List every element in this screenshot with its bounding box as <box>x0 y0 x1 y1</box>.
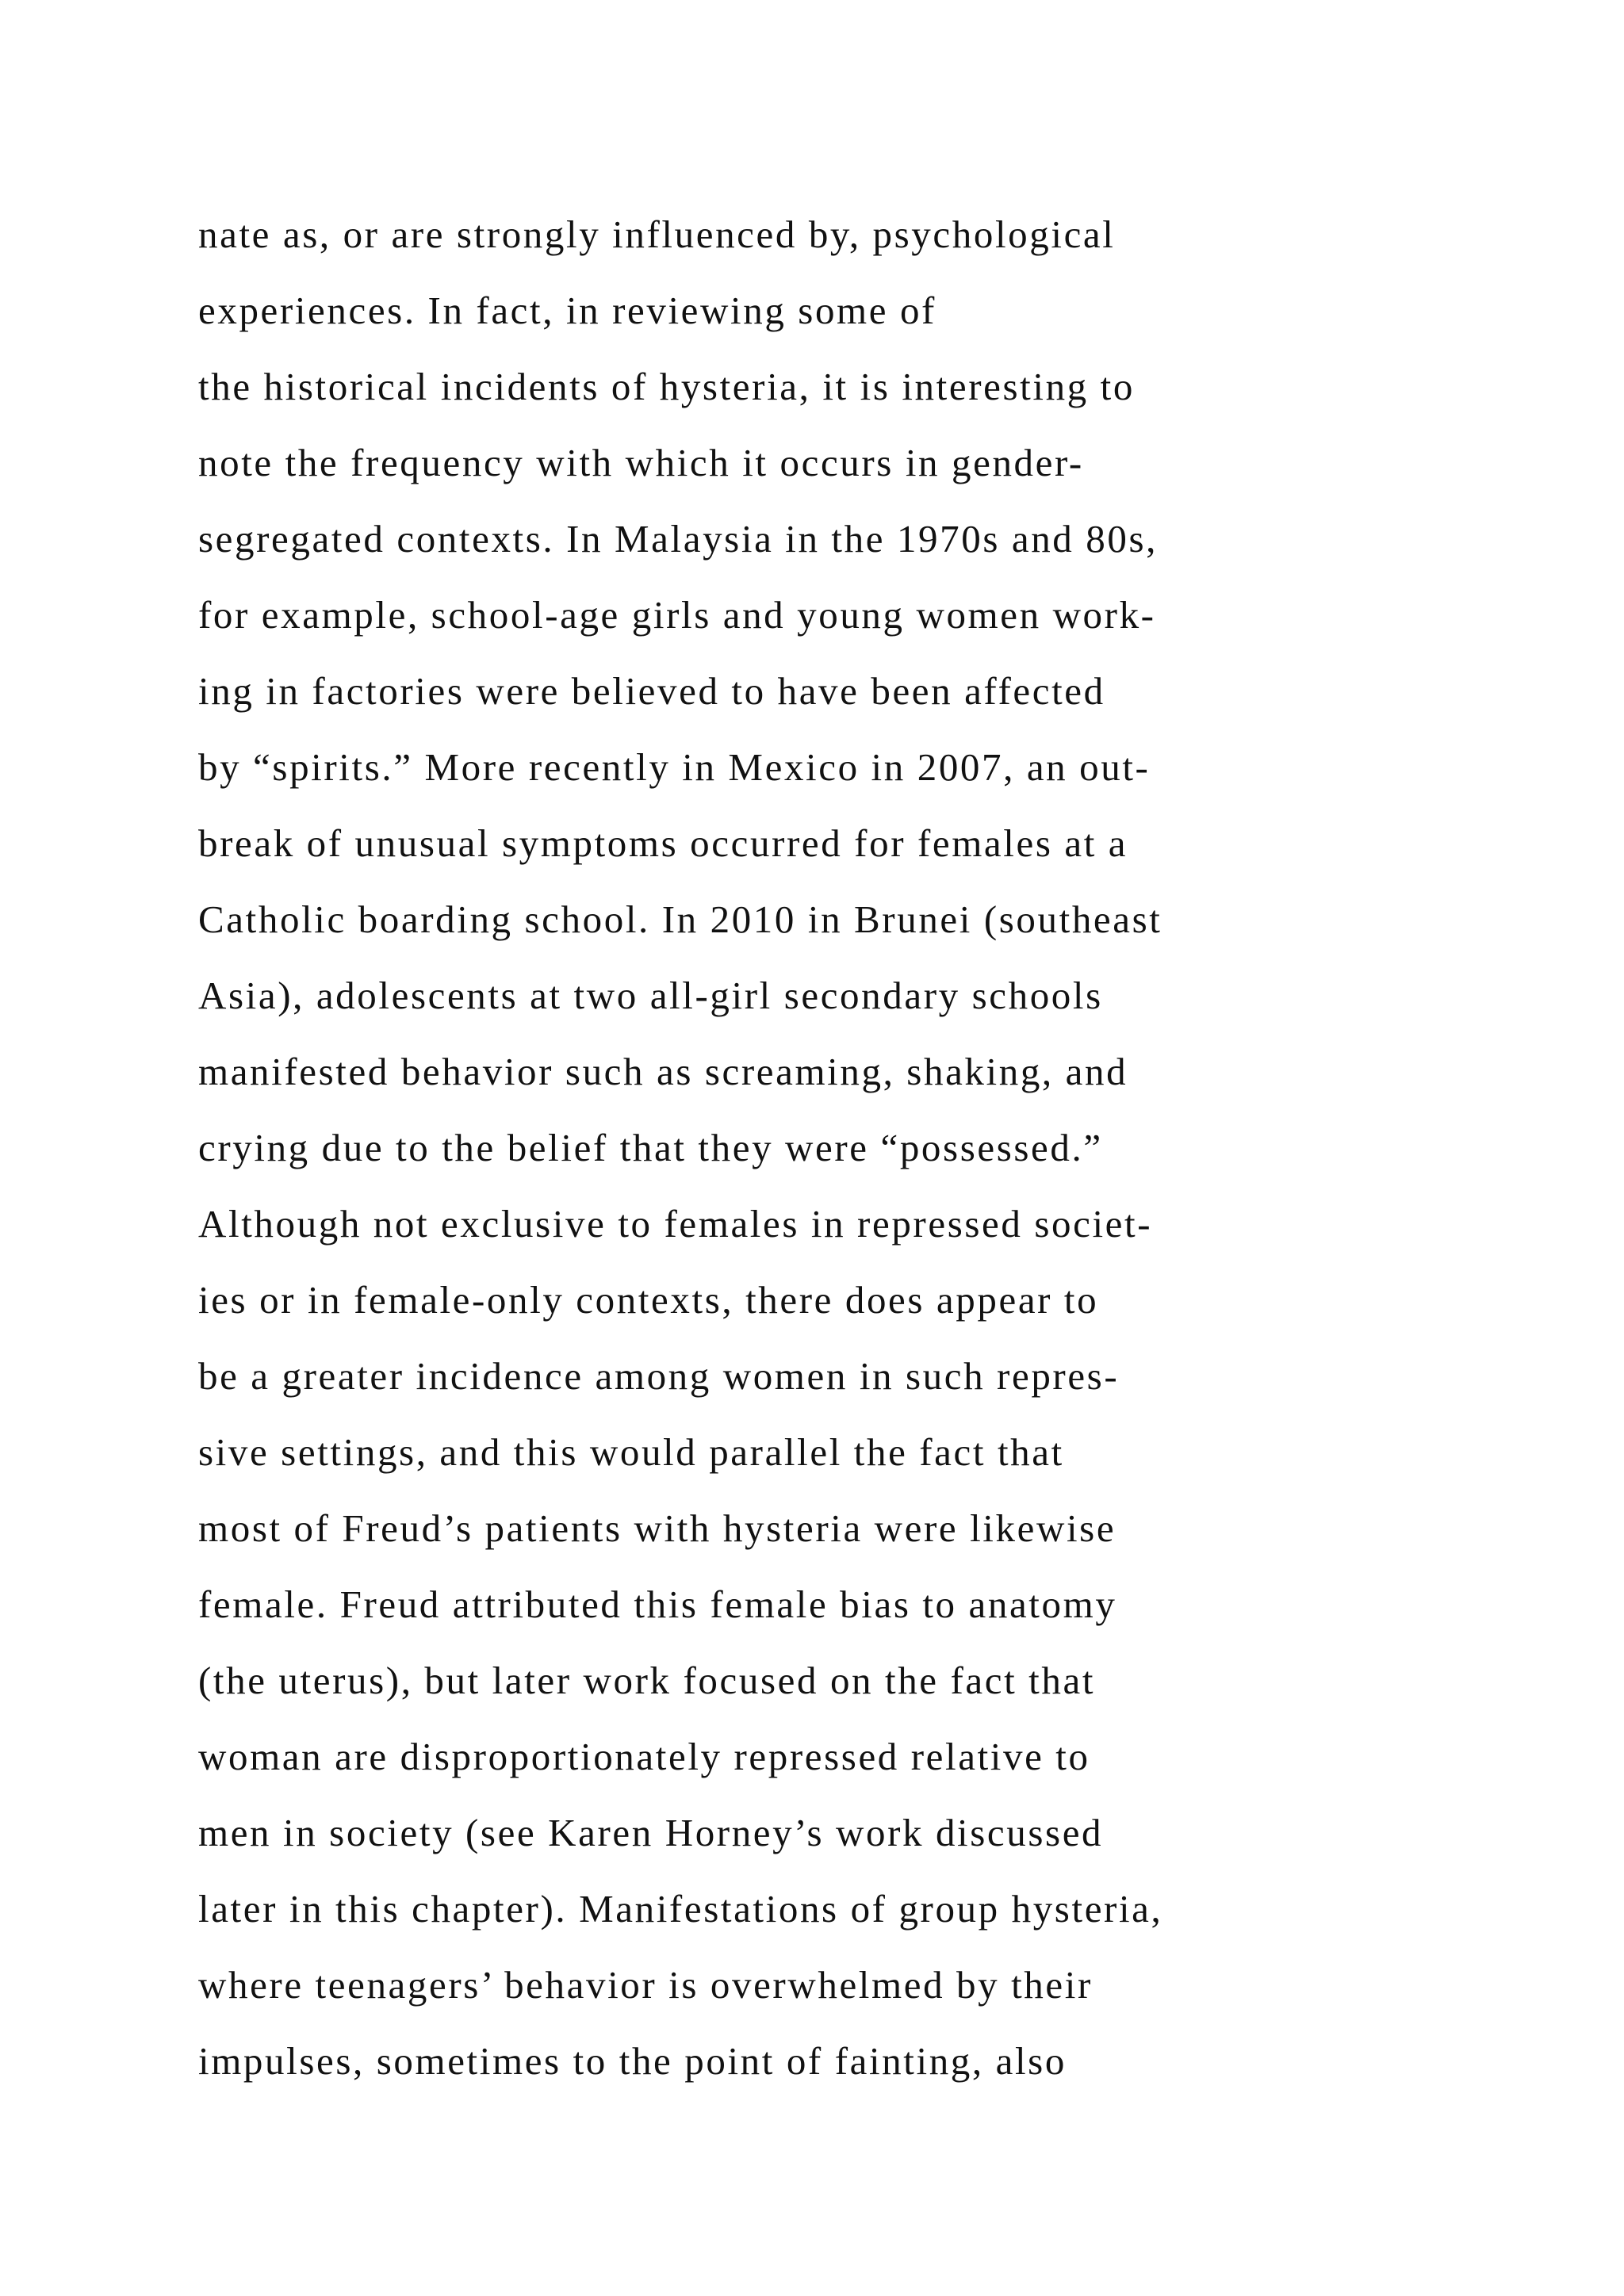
text-line: by “spirits.” More recently in Mexico in 2007, an out- <box>198 745 1151 789</box>
text-line: woman are disproportionately repressed relative to <box>198 1735 1090 1778</box>
text-line: ing in factories were believed to have been affected <box>198 669 1105 713</box>
text-line: break of unusual symptoms occurred for females at a <box>198 821 1128 865</box>
text-line: (the uterus), but later work focused on the fact that <box>198 1659 1096 1702</box>
text-line: Although not exclusive to females in repressed societ- <box>198 1202 1153 1246</box>
text-line: ies or in female-only contexts, there does appear to <box>198 1278 1099 1322</box>
text-line: most of Freud’s patients with hysteria were likewise <box>198 1506 1116 1550</box>
text-line: where teenagers’ behavior is overwhelmed by their <box>198 1963 1093 2007</box>
text-line: segregated contexts. In Malaysia in the 1970s and 80s, <box>198 517 1158 561</box>
text-line: experiences. In fact, in reviewing some of <box>198 289 936 332</box>
text-line: nate as, or are strongly influenced by, psychological <box>198 212 1116 256</box>
text-line: for example, school-age girls and young women work- <box>198 593 1156 637</box>
text-line: impulses, sometimes to the point of fainting, also <box>198 2039 1067 2083</box>
text-line: note the frequency with which it occurs in gender- <box>198 441 1084 484</box>
text-line: the historical incidents of hysteria, it is interesting to <box>198 365 1135 408</box>
text-line: female. Freud attributed this female bias to anatomy <box>198 1582 1117 1626</box>
text-line: sive settings, and this would parallel the fact that <box>198 1430 1064 1474</box>
text-line: manifested behavior such as screaming, shaking, and <box>198 1050 1128 1093</box>
body-text <box>198 197 1324 2099</box>
text-line: be a greater incidence among women in such repres- <box>198 1354 1120 1398</box>
text-line: men in society (see Karen Horney’s work discussed <box>198 1811 1104 1854</box>
text-line: later in this chapter). Manifestations of group hysteria, <box>198 1887 1163 1931</box>
text-line: crying due to the belief that they were “possessed.” <box>198 1126 1103 1169</box>
text-line: Asia), adolescents at two all-girl secondary schools <box>198 974 1103 1017</box>
text-line: Catholic boarding school. In 2010 in Brunei (southeast <box>198 897 1162 941</box>
